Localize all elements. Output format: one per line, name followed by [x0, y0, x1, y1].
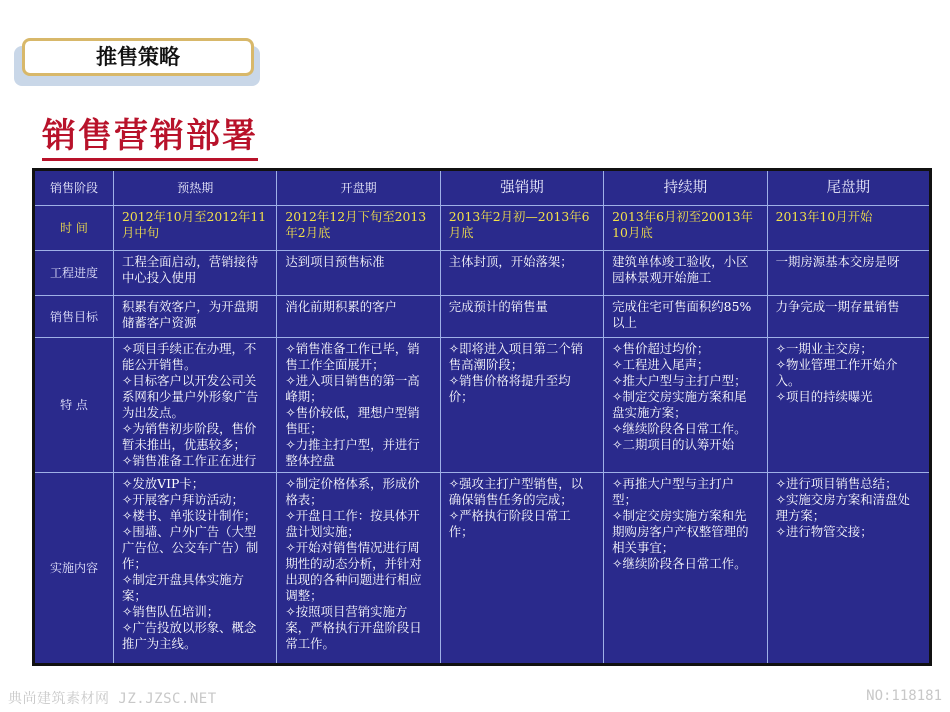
bullet-item: ✧继续阶段各日常工作。 [612, 421, 747, 436]
bullet-item: ✧销售准备工作已毕，销售工作全面展开； [285, 341, 420, 372]
bullet-item: ✧继续阶段各日常工作。 [612, 556, 747, 571]
implementation-cell [114, 473, 277, 665]
progress-cell: 建筑单体竣工验收，小区园林景观开始施工 [604, 251, 767, 296]
page-title: 销售营销部署 [42, 116, 258, 161]
time-cell: 2012年10月至2012年11月中旬 [114, 206, 277, 251]
sales-plan-table [32, 168, 932, 666]
target-row [34, 296, 931, 338]
bullet-item: ✧物业管理工作开始介入。 [775, 357, 898, 388]
bullet-item: ✧实施交房方案和清盘处理方案； [775, 492, 910, 523]
time-cell: 2013年2月初—2013年6月底 [440, 206, 603, 251]
row-label-implementation: 实施内容 [34, 473, 114, 665]
phase-header-5: 尾盘期 [767, 170, 930, 206]
bullet-item: ✧再推大户型与主打户型； [612, 476, 735, 507]
bullet-item: ✧售价超过均价； [612, 341, 710, 356]
bullet-item: ✧进行项目销售总结； [775, 476, 898, 491]
phase-header-4: 持续期 [604, 170, 767, 206]
implementation-cell [277, 473, 440, 665]
implementation-cell [440, 473, 603, 665]
progress-cell: 一期房源基本交房是呀 [767, 251, 930, 296]
bullet-item: ✧二期项目的认筹开始 [612, 437, 735, 452]
target-cell: 力争完成一期存量销售 [767, 296, 930, 338]
bullet-item: ✧制定价格体系，形成价格表； [285, 476, 420, 507]
time-cell: 2012年12月下旬至2013年2月底 [277, 206, 440, 251]
features-cell [767, 338, 930, 473]
target-cell: 积累有效客户，为开盘期储蓄客户资源 [114, 296, 277, 338]
features-row [34, 338, 931, 473]
watermark-site: 典尚建筑素材网 JZ.JZSC.NET [8, 691, 217, 707]
watermark-number: NO:118181 [866, 688, 942, 704]
row-label-progress: 工程进度 [34, 251, 114, 296]
bullet-item: ✧严格执行阶段日常工作； [448, 508, 571, 539]
bullet-item: ✧销售队伍培训； [122, 604, 220, 619]
row-label-time: 时 间 [34, 206, 114, 251]
bullet-item: ✧一期业主交房； [775, 341, 873, 356]
row-label-target: 销售目标 [34, 296, 114, 338]
features-cell [440, 338, 603, 473]
features-cell [114, 338, 277, 473]
bullet-item: ✧制定交房实施方案和先期购房客户产权整管理的相关事宜； [612, 508, 749, 555]
bullet-item: ✧销售准备工作正在进行 [122, 453, 257, 468]
target-cell: 完成住宅可售面积约85%以上 [604, 296, 767, 338]
bullet-item: ✧工程进入尾声； [612, 357, 710, 372]
features-cell [604, 338, 767, 473]
bullet-item: ✧发放VIP卡； [122, 476, 205, 491]
row-label-features: 特 点 [34, 338, 114, 473]
time-cell: 2013年6月初至20013年10月底 [604, 206, 767, 251]
bullet-item: ✧围墙、户外广告（大型广告位、公交车广告）制作； [122, 524, 259, 571]
bullet-item: ✧售价较低，理想户型销售旺； [285, 405, 420, 436]
progress-row [34, 251, 931, 296]
bullet-item: ✧开展客户拜访活动； [122, 492, 244, 507]
bullet-item: ✧制定开盘具体实施方案； [122, 572, 244, 603]
implementation-cell [767, 473, 930, 665]
target-cell: 消化前期积累的客户 [277, 296, 440, 338]
progress-cell: 工程全面启动，营销接待中心投入使用 [114, 251, 277, 296]
phase-header-1: 预热期 [114, 170, 277, 206]
phase-header-row [34, 170, 931, 206]
progress-cell: 主体封顶，开始落架； [440, 251, 603, 296]
target-cell: 完成预计的销售量 [440, 296, 603, 338]
bullet-item: ✧进入项目销售的第一高峰期； [285, 373, 420, 404]
time-cell: 2013年10月开始 [767, 206, 930, 251]
bullet-item: ✧按照项目营销实施方案，严格执行开盘阶段日常工作。 [285, 604, 422, 651]
bullet-item: ✧目标客户以开发公司关系网和少量户外形象广告为出发点。 [122, 373, 259, 420]
bullet-item: ✧项目的持续曝光 [775, 389, 873, 404]
bullet-item: ✧强攻主打户型销售，以确保销售任务的完成； [448, 476, 584, 507]
corner-cell: 销售阶段 [34, 170, 114, 206]
bullet-item: ✧开始对销售情况进行周期性的动态分析，并针对出现的各种问题进行相应调整； [285, 540, 422, 603]
bullet-item: ✧即将进入项目第二个销售高潮阶段； [448, 341, 584, 372]
phase-header-2: 开盘期 [277, 170, 440, 206]
features-cell [277, 338, 440, 473]
bullet-item: ✧推大户型与主打户型； [612, 373, 747, 388]
bullet-item: ✧为销售初步阶段，售价暂未推出，优惠较多； [122, 421, 257, 452]
bullet-item: ✧制定交房实施方案和尾盘实施方案； [612, 389, 747, 420]
bullet-item: ✧广告投放以形象、概念推广为主线。 [122, 620, 257, 651]
bullet-item: ✧楼书、单张设计制作； [122, 508, 257, 523]
implementation-cell [604, 473, 767, 665]
bullet-item: ✧项目手续正在办理，不能公开销售。 [122, 341, 257, 372]
section-tag: 推售策略 [22, 38, 254, 76]
progress-cell: 达到项目预售标准 [277, 251, 440, 296]
phase-header-3: 强销期 [440, 170, 603, 206]
bullet-item: ✧开盘日工作：按具体开盘计划实施； [285, 508, 420, 539]
bullet-item: ✧销售价格将提升至均价； [448, 373, 571, 404]
bullet-item: ✧进行物管交接； [775, 524, 873, 539]
implementation-row [34, 473, 931, 665]
time-row [34, 206, 931, 251]
bullet-item: ✧力推主打户型，并进行整体控盘 [285, 437, 420, 468]
